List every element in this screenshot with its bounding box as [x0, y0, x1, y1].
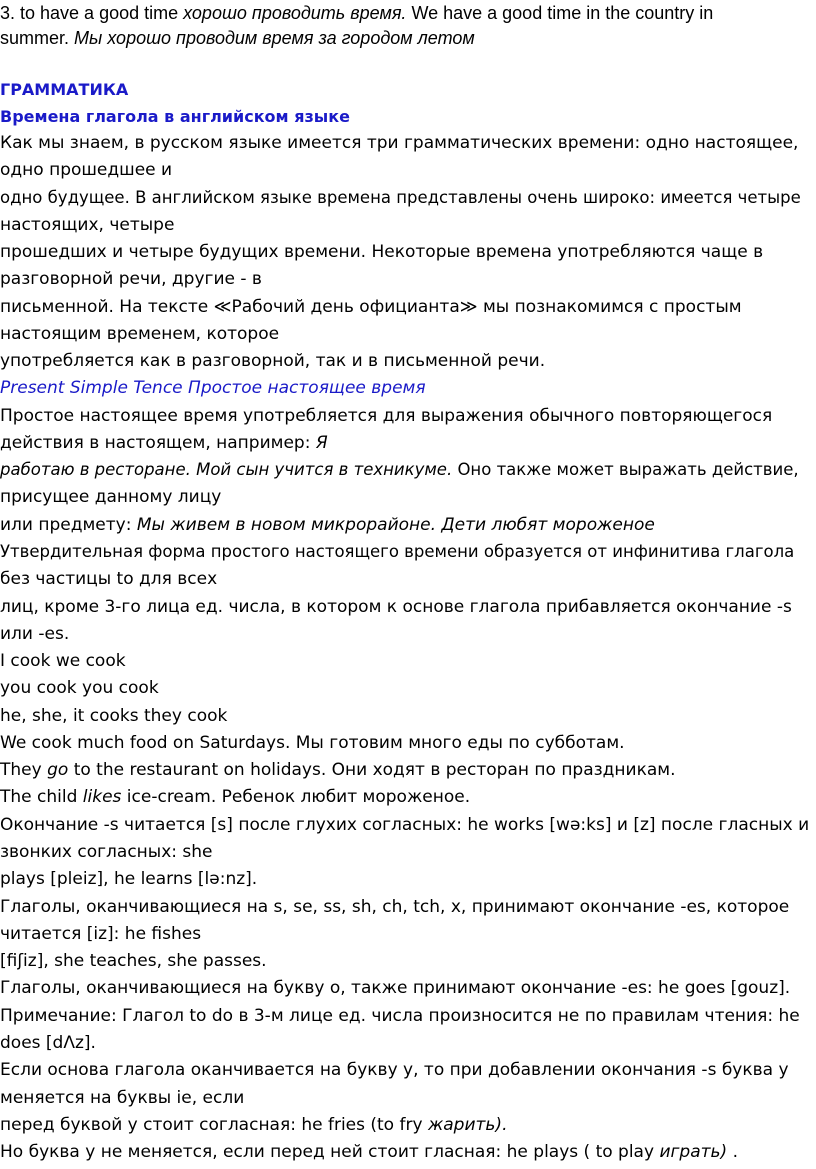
tenses-subheading: Времена глагола в английском языке — [0, 107, 350, 126]
intro-line: Как мы знаем, в русском языке имеется три грамматических времени: одно настоящее, — [0, 133, 799, 153]
note-line: Примечание: Глагол to do в 3-м лице ед. числа произносится не по правилам чтения: he — [0, 1006, 800, 1026]
present-simple-title: Present Simple Tence Простое настоящее время — [0, 378, 426, 398]
intro-line: настоящим временем, которое — [0, 324, 280, 344]
usage-line: или предмету: Мы живем в новом микрорайоне. Дети любят мороженое — [0, 515, 655, 535]
es-ending-line: Глаголы, оканчивающиеся на s, se, ss, sh, ch, tch, x, принимают окончание -es, которое — [0, 897, 790, 917]
example-line: We cook much food on Saturdays. Мы готовим много еды по субботам. — [0, 733, 625, 753]
intro-line: употребляется как в разговорной, так и в письменной речи. — [0, 351, 546, 371]
o-ending-line: Глаголы, оканчивающиеся на букву o, также принимают окончание -es: he goes [gouz]. — [0, 978, 791, 998]
example-line: The child likes ice-cream. Ребенок любит мороженое. — [0, 787, 471, 807]
intro-line: одно будущее. В английском языке времена представлены очень широко: имеется четыре — [0, 188, 801, 207]
form-line: лиц, кроме 3-го лица ед. числа, в котором к основе глагола прибавляется окончание -s — [0, 597, 792, 617]
s-ending-line: Окончание -s читается [s] после глухих согласных: he works [wə:ks] и [z] после гласных и — [0, 815, 810, 835]
form-line: или -es. — [0, 624, 70, 644]
y-rule-line: Если основа глагола оканчивается на букву у, то при добавлении окончания -s буква у — [0, 1060, 789, 1080]
vocab-line-2: summer. Мы хорошо проводим время за городом летом — [0, 28, 475, 48]
usage-line: действия в настоящем, например: Я — [0, 433, 328, 453]
intro-line: прошедших и четыре будущих времени. Некоторые времена употребляются чаще в — [0, 242, 764, 262]
es-ending-line: читается [iz]: he fishes — [0, 924, 202, 944]
y-rule-line: перед буквой у стоит согласная: he fries (to fry жарить). — [0, 1115, 508, 1135]
usage-line: работаю в ресторане. Мой сын учится в техникуме. Оно также может выражать действие, — [0, 460, 799, 479]
note-line: does [dΛz]. — [0, 1033, 96, 1053]
intro-line: разговорной речи, другие - в — [0, 269, 262, 289]
es-ending-line: [fiʃiz], she teaches, she passes. — [0, 951, 267, 971]
usage-line: присущее данному лицу — [0, 487, 222, 507]
vocab-line-1: 3. to have a good time хорошо проводить время. We have a good time in the country in — [0, 3, 714, 23]
y-rule-line: Но буква у не меняется, если перед ней стоит гласная: he plays ( to play играть) . — [0, 1142, 738, 1162]
form-line: Утвердительная форма простого настоящего времени образуется от инфинитива глагола — [0, 542, 795, 561]
form-line: без частицы to для всех — [0, 569, 218, 589]
conjugation-line: he, she, it cooks they cook — [0, 706, 228, 726]
usage-line: Простое настоящее время употребляется для выражения обычного повторяющегося — [0, 406, 773, 426]
example-line: They go to the restaurant on holidays. Они ходят в ресторан по праздникам. — [0, 760, 676, 780]
conjugation-line: you cook you cook — [0, 678, 159, 698]
s-ending-line: звонких согласных: she — [0, 842, 213, 862]
conjugation-line: I cook we cook — [0, 651, 126, 671]
intro-line: письменной. На тексте ≪Рабочий день официанта≫ мы познакомимся с простым — [0, 297, 742, 317]
intro-line: настоящих, четыре — [0, 215, 175, 235]
grammar-heading: ГРАММАТИКА — [0, 80, 129, 99]
intro-line: одно прошедшее и — [0, 160, 173, 180]
y-rule-line: меняется на буквы ie, если — [0, 1088, 245, 1108]
s-ending-line: plays [pleiz], he learns [lə:nz]. — [0, 869, 258, 889]
